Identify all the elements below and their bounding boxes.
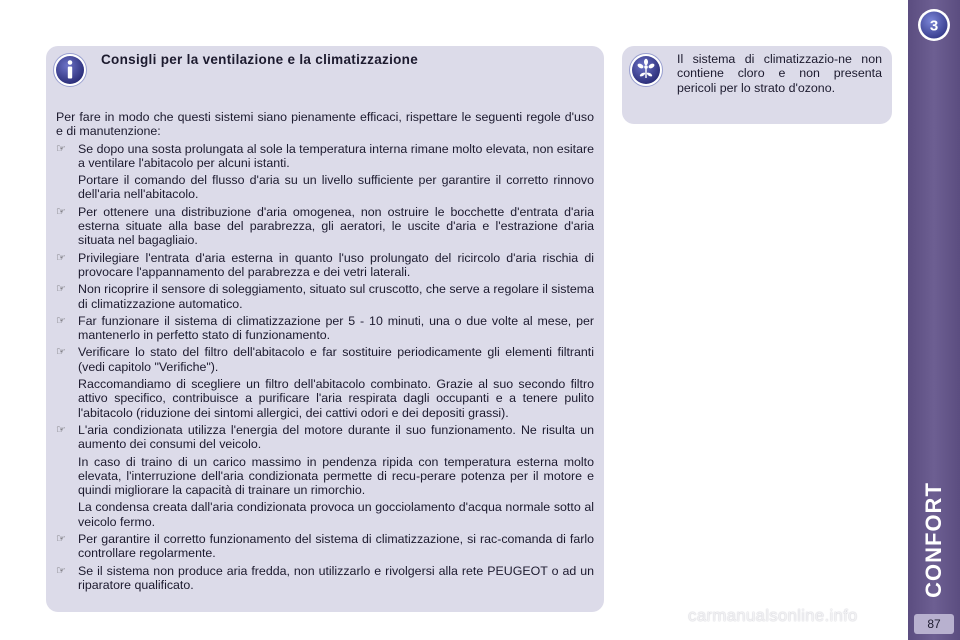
list-item-paragraph: Raccomandiamo di scegliere un filtro dell'abitacolo combinato. Grazie al suo secondo filtro attivo specifico, contribuisce a purificare l'aria respirata dagli occupanti e a tenere pulito l'abitacolo (riduzione dei sintomi allergici, dei cattivi odori e dei depositi grassi). [78,377,594,420]
list-item-paragraph: La condensa creata dall'aria condizionata provoca un gocciolamento d'acqua normale sotto al veicolo fermo. [78,500,594,529]
chapter-number: 3 [929,17,939,35]
list-item [56,564,594,593]
list-item-paragraph: In caso di traino di un carico massimo in pendenza ripida con temperatura esterna molto elevata, l'interruzione dell'aria condizionata permette di recu-perare potenza per il motore e quindi migliorare la capacità di trainare un rimorchio. [78,454,594,498]
list-item [56,205,594,248]
chapter-badge [917,8,951,42]
list-item-paragraph: Verificare lo stato del filtro dell'abitacolo e far sostituire periodicamente gli elementi filtranti (vedi capitolo "Verifiche"). [78,345,594,374]
list-item [56,345,594,419]
advice-content [56,110,594,595]
list-item-paragraph: Se il sistema non produce aria fredda, non utilizzarlo e rivolgersi alla rete PEUGEOT o ad un riparatore qualificato. [78,563,594,592]
list-item [56,251,594,280]
watermark: carmanualsonline.info [688,606,858,625]
pointing-hand-icon: ☞ [56,314,66,327]
eco-flower-icon [628,52,664,88]
pointing-hand-icon: ☞ [56,533,66,546]
list-item-paragraph: L'aria condizionata utilizza l'energia del motore durante il suo funzionamento. Ne risulta un aumento dei consumi del veicolo. [78,422,594,452]
pointing-hand-icon: ☞ [56,142,66,155]
eco-note-text: Il sistema di climatizzazio-ne non contiene cloro e non presenta pericoli per lo strato d'ozono. [677,52,882,95]
pointing-hand-icon: ☞ [56,251,66,264]
list-item [56,282,594,311]
list-item-paragraph: Se dopo una sosta prolungata al sole la temperatura interna rimane molto elevata, non esitare a ventilare l'abitacolo per alcuni istanti. [78,141,594,170]
list-item [56,314,594,343]
section-title: Consigli per la ventilazione e la climatizzazione [101,52,419,67]
pointing-hand-icon: ☞ [56,346,66,359]
list-item [56,423,594,529]
pointing-hand-icon: ☞ [56,423,66,436]
list-item-paragraph: Per ottenere una distribuzione d'aria omogenea, non ostruire le bocchette d'entrata d'aria esterna situate alla base del parabrezza, gli aeratori, le uscite d'aria e l'estrazione d'aria situata nel bagagliaio. [78,204,594,248]
page-number: 87 [914,614,954,634]
list-item [56,142,594,202]
pointing-hand-icon: ☞ [56,283,66,296]
list-item-paragraph: Portare il comando del flusso d'aria su un livello sufficiente per garantire il corretto rinnovo dell'aria nell'abitacolo. [78,173,594,202]
info-icon [52,52,88,88]
intro-text: Per fare in modo che questi sistemi siano pienamente efficaci, rispettare le seguenti regole d'uso e di manutenzione: [56,110,594,139]
chapter-label: CONFORT [921,482,946,598]
list-item-paragraph: Privilegiare l'entrata d'aria esterna in quanto l'uso prolungato del ricircolo d'aria rischia di provocare l'appannamento del parabrezza e dei vetri laterali. [78,250,594,279]
list-item-paragraph: Per garantire il corretto funzionamento del sistema di climatizzazione, si rac-comanda di farlo controllare regolarmente. [78,532,594,561]
pointing-hand-icon: ☞ [56,205,66,218]
list-item-paragraph: Far funzionare il sistema di climatizzazione per 5 - 10 minuti, una o due volte al mese, per mantenerlo in perfetto stato di funzionamento. [78,313,594,343]
pointing-hand-icon: ☞ [56,564,66,577]
list-item [56,532,594,561]
advice-list [56,142,594,593]
list-item-paragraph: Non ricoprire il sensore di soleggiamento, situato sul cruscotto, che serve a regolare il sistema di climatizzazione automatico. [78,282,594,311]
